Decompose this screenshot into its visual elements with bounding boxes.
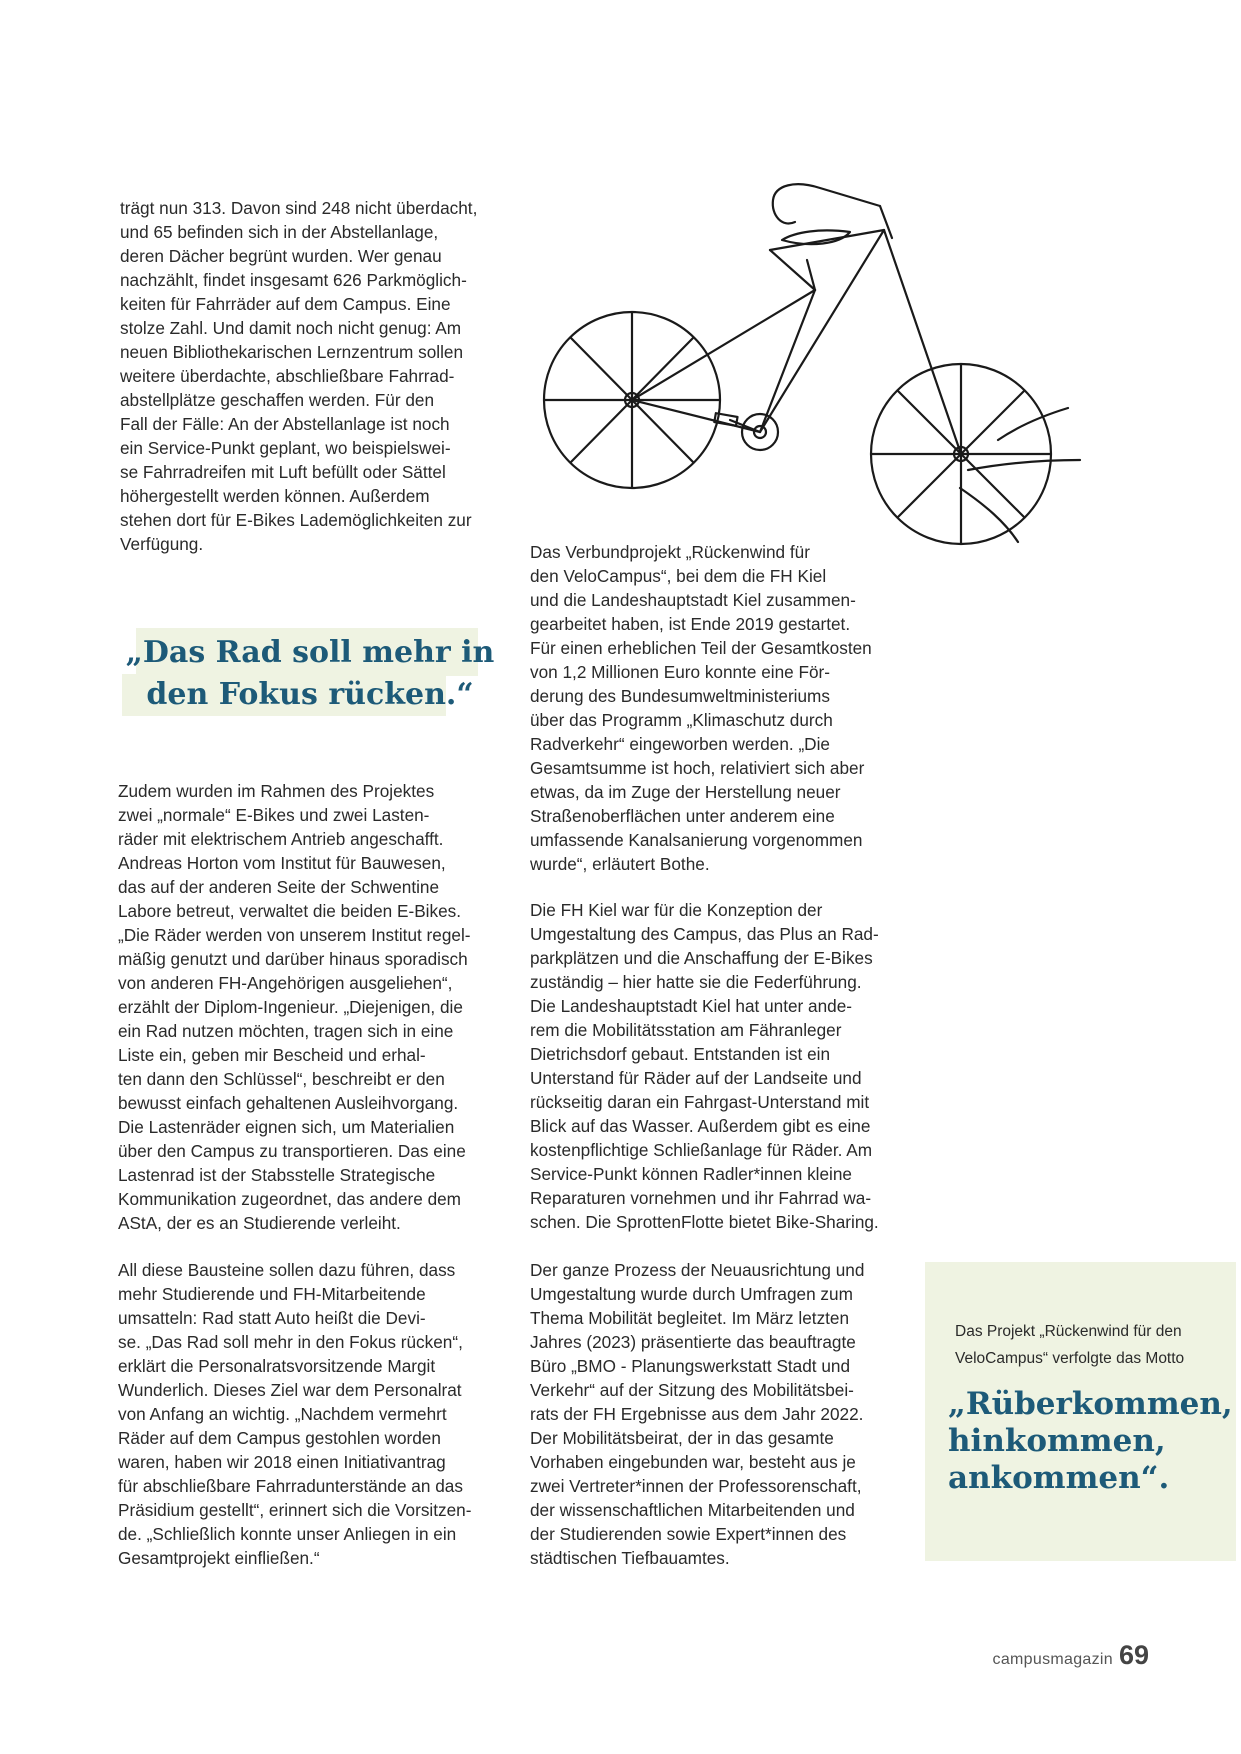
handlebar bbox=[773, 184, 880, 223]
body-text-middle-bottom: Der ganze Prozess der Neuausrichtung und Umgestaltung wurde durch Umfragen zum Thema Mobilität begleitet. Im März letzten Jahres (2023) präsentierte das beauftragte Büro „BMO - Planungswerkstatt Stadt und Verkehr“ auf der Sitzung des Mobilitätsbei- rats der FH Ergebnisse aus dem Jahr 2022. Der Mobilitätsbeirat, der in das gesamte Vorhaben eingebunden war, besteht aus je zwei Vertreter*innen der Professorenschaft, der wissenschaftlichen Mitarbeitenden und der Studierenden sowie Expert*innen des städtischen Tiefbauamtes. bbox=[530, 1260, 865, 1568]
bicycle-frame bbox=[632, 206, 961, 454]
sidebox-intro: Das Projekt „Rückenwind für den VeloCampus“ verfolgte das Motto bbox=[955, 1323, 1185, 1367]
page-footer bbox=[993, 1640, 1149, 1671]
body-text-left-top: trägt nun 313. Davon sind 248 nicht überdacht, und 65 befinden sich in der Abstellanlage, deren Dächer begrünt wurden. Wer genau nachzählt, findet insgesamt 626 Parkmöglich- keiten für Fahrräder auf dem Campus. Eine stolze Zahl. Und damit noch nicht genug: Am neuen Bibliothekarischen Lernzentrum sollen weitere überdachte, abschließbare Fahrrad- abstellplätze geschaffen werden. Für den Fall der Fälle: An der Abstellanlage ist noch ein Service-Punkt geplant, wo beispielswei- se Fahrradreifen mit Luft befüllt oder Sättel höhergestellt werden können. Außerdem stehen dort für E-Bikes Lademöglichkeiten zur Verfügung. bbox=[120, 198, 478, 554]
body-text-middle-top: Das Verbundprojekt „Rückenwind für den VeloCampus“, bei dem die FH Kiel und die Landeshauptstadt Kiel zusammen- gearbeitet haben, ist Ende 2019 gestartet. Für einen erheblichen Teil der Gesamtkosten von 1,2 Millionen Euro konnte eine För- derung des Bundesumweltministeriums über das Programm „Klimaschutz durch Radverkehr“ eingeworben werden. „Die Gesamtsumme ist hoch, relativiert sich aber etwas, da im Zuge der Herstellung neuer Straßenoberflächen unter anderem eine umfassende Kanalsanierung vorgenommen wurde“, erläutert Bothe. bbox=[530, 542, 872, 874]
page-number: 69 bbox=[1118, 1640, 1149, 1670]
body-text-middle-middle: Die FH Kiel war für die Konzeption der Umgestaltung des Campus, das Plus an Rad- parkplätzen und die Anschaffung der E-Bikes zuständig – hier hatte sie die Federführung. Die Landeshauptstadt Kiel hat unter ande- rem die Mobilitätsstation am Fähranleger Dietrichsdorf gebaut. Entstanden ist ein Unterstand für Räder auf der Landseite und rückseitig daran ein Fahrgast-Unterstand mit Blick auf das Wasser. Außerdem gibt es eine kostenpflichtige Schließanlage für Räder. Am Service-Punkt können Radler*innen kleine Reparaturen vornehmen und ihr Fahrrad wa- schen. Die SprottenFlotte bietet Bike-Sharing. bbox=[530, 900, 879, 1232]
body-text-left-bottom: All diese Bausteine sollen dazu führen, dass mehr Studierende und FH-Mitarbeitende umsatteln: Rad statt Auto heißt die Devi- se. „Das Rad soll mehr in den Fokus rücken“, erklärt die Personalratsvorsitzende Margit Wunderlich. Dieses Ziel war dem Personalrat von Anfang an wichtig. „Nachdem vermehrt Räder auf dem Campus gestohlen worden waren, haben wir 2018 einen Initiativantrag für abschließbare Fahrradunterstände an das Präsidium gestellt“, erinnert sich die Vorsitzen- de. „Schließlich konnte unser Anliegen in ein Gesamtprojekt einfließen.“ bbox=[118, 1260, 472, 1568]
pull-quote: „Das Rad soll mehr in den Fokus rücken.“ bbox=[125, 635, 495, 712]
sidebox-motto: „Rüberkommen, hinkommen, ankommen“. bbox=[948, 1386, 1233, 1496]
magazine-name: campusmagazin bbox=[992, 1651, 1113, 1668]
body-text-left-middle: Zudem wurden im Rahmen des Projektes zwei „normale“ E-Bikes und zwei Lasten- räder mit elektrischem Antrieb angeschafft. Andreas Horton vom Institut für Bauwesen, das auf der anderen Seite der Schwentine Labore betreut, verwaltet die beiden E-Bikes. „Die Räder werden von unserem Institut regel- mäßig genutzt und darüber hinaus sporadisch von anderen FH-Angehörigen ausgeliehen“, erzählt der Diplom-Ingenieur. „Diejenigen, die ein Rad nutzen möchten, tragen sich in eine Liste ein, geben mir Bescheid und erhal- ten dann den Schlüssel“, beschreibt er den bewusst einfach gehaltenen Ausleihvorgang. Die Lastenräder eignen sich, um Materialien über den Campus zu transportieren. Das eine Lastenrad ist der Stabsstelle Strategische Kommunikation zugeordnet, das andere dem AStA, der es an Studierende verleiht. bbox=[118, 781, 471, 1233]
